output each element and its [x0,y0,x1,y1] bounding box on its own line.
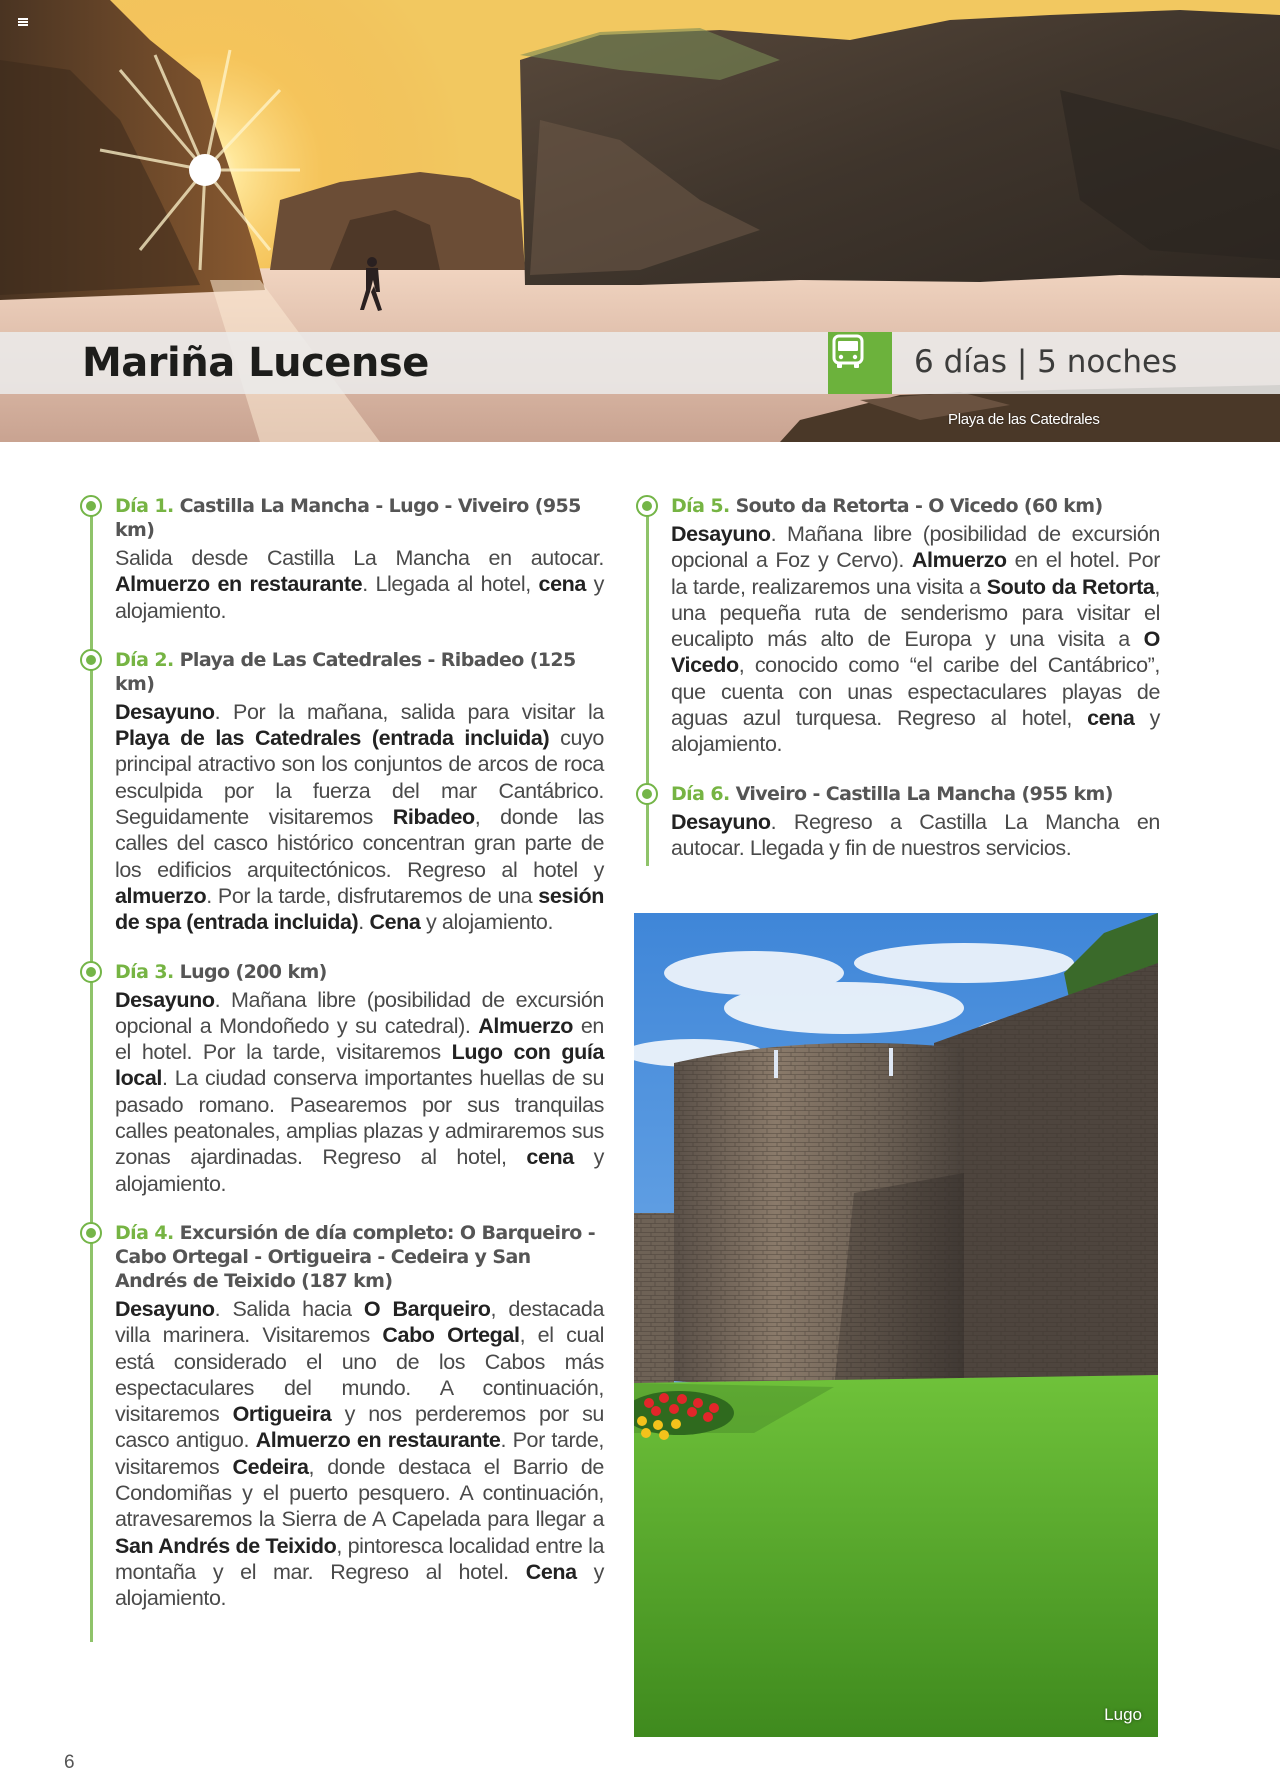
day-number: Día 1. [115,495,174,517]
menu-icon[interactable] [18,18,28,26]
hero-photo-caption: Playa de las Catedrales [948,411,1100,428]
body-text: . Por la tarde, disfrutaremos de una [206,883,539,908]
day-description [671,521,1160,758]
day-marker-icon [80,495,102,517]
highlight-text: Desayuno [671,522,771,546]
highlight-text: O Vicedo [671,627,1160,678]
day-title: Souto da Retorta - O Vicedo (60 km) [729,495,1103,517]
bus-icon [828,332,892,394]
day-heading [115,1221,604,1293]
highlight-text: Lugo con guía local [115,1040,604,1091]
lugo-photo-caption: Lugo [1104,1705,1142,1724]
highlight-text: cena [526,1145,574,1170]
day-heading [671,494,1160,518]
highlight-text: O Barqueiro [363,1296,491,1321]
body-text: , donde destaca el Barrio de Condomiñas y el puerto pesquero. A continuación, atravesaremos la Sierra de A Capelada para llegar a [115,1454,604,1532]
day-number: Día 6. [671,782,730,805]
day-description [115,699,604,936]
body-text: y alojamiento. [671,706,1160,757]
body-text: y nos perderemos por su casco antiguo. [115,1402,604,1453]
highlight-text: Ortigueira [232,1402,332,1427]
lugo-wall-photo [634,913,1158,1737]
day-title: Castilla La Mancha - Lugo - Viveiro (955 km) [115,495,581,541]
day-title: Playa de Las Catedrales - Ribadeo (125 km) [115,648,576,695]
body-text: , pintoresca localidad entre la montaña y el mar. Regreso al hotel. [115,1533,605,1584]
day-marker-icon [80,649,102,671]
day-number: Día 4. [115,1221,174,1244]
day-title: Viveiro - Castilla La Mancha (955 km) [729,782,1113,805]
body-text: . La ciudad conserva importantes huellas de su pasado romano. Pasearemos por sus tranquilas calles peatonales, amplias plazas y admiraremos sus zonas ajardinadas. Regreso al hotel, [115,1066,604,1170]
highlight-text: Playa de las Catedrales (entrada incluida) [115,726,550,751]
body-text: en el hotel. Por la tarde, visitaremos [115,1013,604,1065]
day-item [636,782,1160,862]
body-text: Salida desde Castilla La Mancha en autocar. [115,546,604,570]
title-band [0,332,1280,394]
body-text: . Regreso a Castilla La Mancha en autocar. Llegada y fin de nuestros servicios. [671,809,1160,860]
body-text: , una pequeña ruta de senderismo para visitar el eucalipto más alto de Europa y una visita a [671,574,1160,652]
body-text: . Llegada al hotel, [362,572,539,597]
day-marker-icon [80,1222,102,1244]
day-marker-icon [636,495,658,517]
highlight-text: Cedeira [232,1454,309,1479]
highlight-text: Almuerzo [478,1013,574,1038]
itinerary-left-column [80,494,604,1612]
body-text: y alojamiento. [115,1559,604,1611]
itinerary-right-column [636,494,1160,861]
day-number: Día 3. [115,960,174,983]
day-item [80,1221,604,1612]
day-description [115,1296,604,1612]
body-text: , el cual está considerado el uno de los Cabos más espectaculares del mundo. A continuación, visitaremos [115,1323,604,1427]
body-text: y alojamiento. [115,1145,604,1196]
day-item [80,494,604,624]
day-heading [671,782,1160,806]
trip-duration: 6 días | 5 noches [914,344,1178,380]
hero-banner [0,0,1280,442]
day-title: Lugo (200 km) [173,960,327,983]
highlight-text: Almuerzo en restaurante [255,1428,501,1453]
body-text: . [358,910,370,935]
day-description [115,987,604,1197]
body-text: , donde las calles del casco histórico concentran gran parte de los edificios arquitectónicos. Regreso al hotel y [115,805,605,882]
body-text: en el hotel. Por la tarde, realizaremos una visita a [671,548,1160,599]
body-text: . Por tarde, visitaremos [115,1428,604,1479]
highlight-text: Desayuno [671,809,771,834]
body-text: y alojamiento. [420,910,554,935]
day-item [80,960,604,1197]
body-text: , conocido como “el caribe del Cantábrico”, que cuenta con unas espectaculares playas de aguas azul turquesa. Regreso al hotel, [671,653,1160,731]
highlight-text: Ribadeo [392,805,475,830]
highlight-text: Cabo Ortegal [382,1323,520,1348]
highlight-text: Almuerzo [911,548,1007,573]
highlight-text: Desayuno [115,699,215,724]
day-title: Excursión de día completo: O Barqueiro - Cabo Ortegal - Ortigueira - Cedeira y San Andrés de Teixido (187 km) [115,1221,595,1292]
day-number: Día 2. [115,648,174,671]
highlight-text: cena [538,572,586,597]
highlight-text: almuerzo [115,883,207,908]
day-description [115,545,604,624]
page-number: 6 [64,1752,75,1773]
day-heading [115,648,604,696]
highlight-text: Desayuno [115,987,215,1012]
body-text: cuyo principal atractivo son los conjuntos de arcos de roca esculpida por la fuerza del mar Cantábrico. Seguidamente visitaremos [115,726,604,830]
day-description [671,809,1160,862]
day-marker-icon [80,961,102,983]
body-text: . Mañana libre (posibilidad de excursión opcional a Mondoñedo y su catedral). [115,987,604,1038]
highlight-text: San Andrés de Teixido [115,1533,337,1558]
day-marker-icon [636,783,658,805]
body-text: . Mañana libre (posibilidad de excursión opcional a Foz y Cervo). [671,522,1160,573]
day-heading [115,960,604,984]
body-text: . Salida hacia [214,1296,364,1321]
highlight-text: sesión de spa (entrada incluida) [115,883,604,935]
highlight-text: Almuerzo en restaurante [115,572,363,597]
body-text: , destacada villa marinera. Visitaremos [115,1296,604,1348]
day-number: Día 5. [671,495,730,517]
highlight-text: Desayuno [115,1296,215,1321]
day-item [636,494,1160,758]
body-text: y alojamiento. [115,572,604,623]
highlight-text: Cena [369,910,421,935]
lugo-illustration [634,913,1158,1737]
day-item [80,648,604,936]
page-title: Mariña Lucense [82,340,429,386]
day-heading [115,494,604,542]
highlight-text: Souto da Retorta [986,574,1155,599]
highlight-text: Cena [525,1559,577,1584]
highlight-text: cena [1087,706,1135,731]
body-text: . Por la mañana, salida para visitar la [214,699,604,724]
